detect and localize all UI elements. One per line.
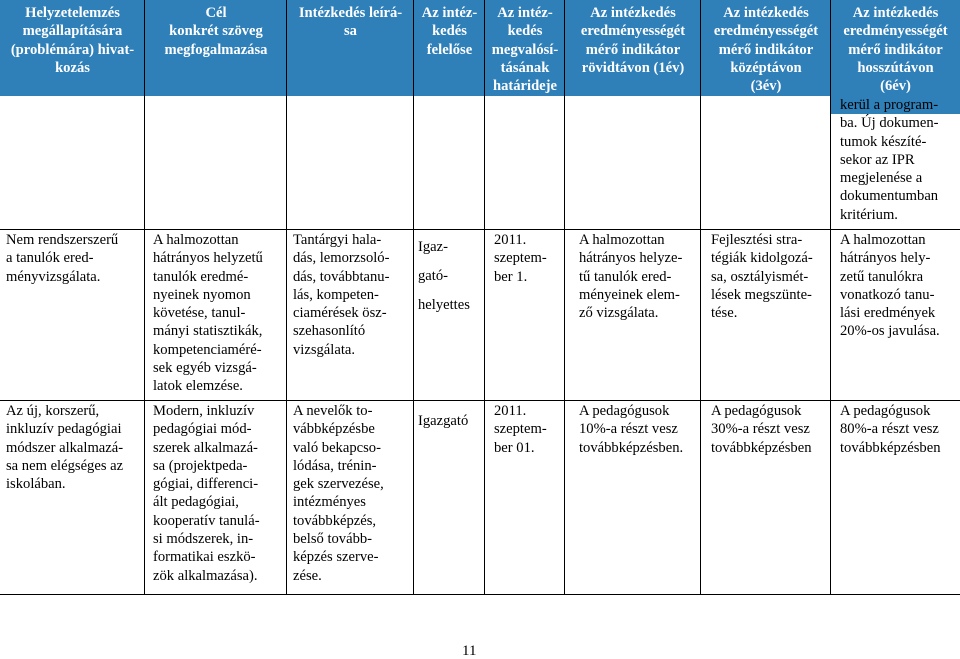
row-2-responsible: Igazgató [418,413,469,429]
header-mid-term: Az intézkedés eredményességét mérő indikátor középtávon (3év) [713,5,819,95]
header-long-term: Az intézkedés eredményességét mérő indikátor hosszútávon (6év) [843,5,948,95]
column-rule [564,0,565,595]
row-2-mid-term: A pedagógusok 30%-a részt vesz továbbképzésben [711,403,812,456]
row-1-action: Tantárgyi hala- dás, lemorzsoló- dás, továbbtanu- lás, kompeten- ciamérések ösz- szehasonlító vizsgálata. [293,232,390,358]
row-1-responsible: Igaz- gató- helyettes [418,239,470,313]
row-1-long-term: A halmozottan hátrányos hely- zetű tanulókra vonatkozó tanu- lási eredmények 20%-os javulása. [840,232,940,340]
header-action: Intézkedés leírá- sa [298,5,403,40]
row-1-short-term: A halmozottan hátrányos helyze- tű tanulók ered- ményeinek elem- ző vizsgálata. [579,232,683,322]
row-1-deadline: 2011. szeptem- ber 1. [494,232,547,285]
row-rule [0,229,960,230]
row-rule [0,400,960,401]
table-bottom-rule [0,594,960,595]
row-1-problem: Nem rendszerszerű a tanulók ered- ményvizsgálata. [6,232,119,285]
row-2-problem: Az új, korszerű, inkluzív pedagógiai módszer alkalmazá- sa nem elégséges az iskolában. [6,403,124,493]
header-deadline: Az intéz- kedés megvalósí- tásának határideje [491,5,559,95]
row-2-deadline: 2011. szeptem- ber 01. [494,403,547,456]
column-rule [413,0,414,595]
page-number: 11 [462,643,477,659]
row-2-goal: Modern, inkluzív pedagógiai mód- szerek alkalmazá- sa (projektpeda- gógiai, differenci- ált pedagógiai, kooperatív tanulá- si módszerek, in- formatikai eszkö- zök alkalmazása). [153,403,260,584]
header-goal: Cél konkrét szöveg megfogalmazása [164,5,268,58]
row-2-long-term: A pedagógusok 80%-a részt vesz továbbképzésben [840,403,941,456]
header-short-term: Az intézkedés eredményességét mérő indikátor rövidtávon (1év) [580,5,686,76]
header-problem: Helyzetelemzés megállapítására (problémára) hivat- kozás [10,5,135,76]
column-rule [484,0,485,595]
row-2-short-term: A pedagógusok 10%-a részt vesz továbbképzésben. [579,403,684,456]
header-responsible: Az intéz- kedés felelőse [421,5,478,58]
row-1-mid-term: Fejlesztési stra- tégiák kidolgozá- sa, osztályismét- lések megszünte- tése. [711,232,813,322]
row-2-action: A nevelők to- vábbképzésbe való bekapcso- lódása, trénin- gek szervezése, intézményes továbbképzés, belső tovább- képzés szerve- zése. [293,403,384,584]
column-rule [144,0,145,595]
long-term-carryover: kerül a program- ba. Új dokumen- tumok készíté- sekor az IPR megjelenése a dokumentumban kritérium. [840,97,939,223]
row-1-goal: A halmozottan hátrányos helyzetű tanulók eredmé- nyeinek nyomon követése, tanul- mányi statisztikák, kompetenciaméré- sek egyéb vizsgá- latok elemzése. [153,232,263,395]
column-rule [286,0,287,595]
column-rule [830,0,831,595]
column-rule [700,0,701,595]
